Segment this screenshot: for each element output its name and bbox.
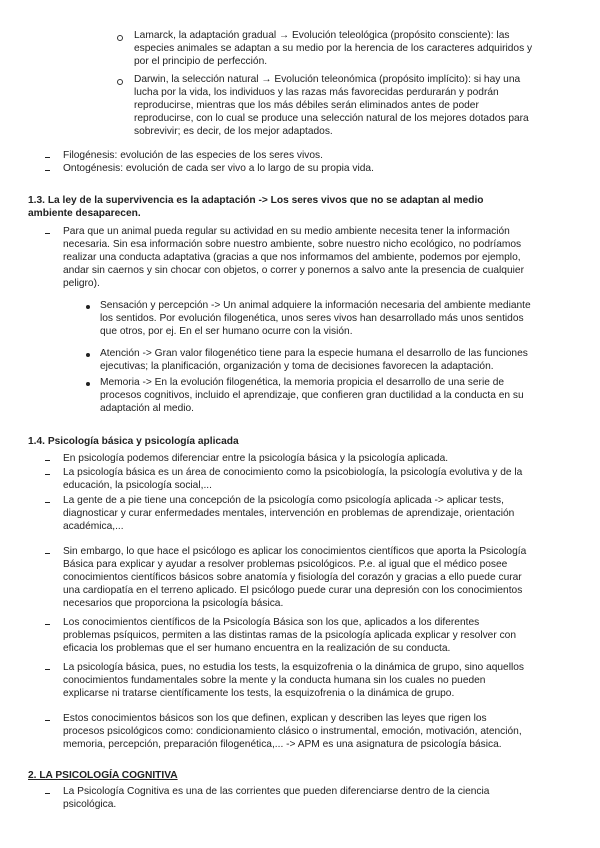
dot-bullet-icon <box>86 382 90 386</box>
dash-bullet-icon <box>45 233 50 234</box>
text-line: Ontogénesis: evolución de cada ser vivo a lo largo de su propia vida. <box>63 163 374 174</box>
text-line: reproducirse, mientras que los más débiles serán eliminados antes de poder <box>134 100 479 111</box>
dot-bullet-icon <box>86 305 90 309</box>
text-line: explicarse ni tratarse científicamente los tests, la esquizofrenia o la dinámica de grupo. <box>63 688 455 699</box>
text-line: procesos cognitivos, incluido el aprendizaje, que confieren gran ductilidad a la conducta en su <box>100 390 524 401</box>
text-line: reproducirse, con lo cual se produce una selección natural de los mejores dotados para <box>134 113 529 124</box>
text-line: andar sin caernos y sin chocar con objetos, o correr y ponernos a salvo ante la presencia de cualquier <box>63 265 524 276</box>
dash-bullet-icon <box>45 170 50 171</box>
text-line: los sentidos. Por evolución filogenética, unos seres vivos han desarrollado más unos sentidos <box>100 313 524 324</box>
text-line: sobrevivir; es decir, de los mejor adaptados. <box>134 126 333 137</box>
text-line: La psicología básica, pues, no estudia los tests, la esquizofrenia o la dinámica de grupo, sino aquellos <box>63 662 524 673</box>
dash-bullet-icon <box>45 474 50 475</box>
section-heading: 1.3. La ley de la supervivencia es la adaptación -> Los seres vivos que no se adaptan al medio <box>28 195 484 206</box>
dot-bullet-icon <box>86 353 90 357</box>
text-line: La psicología básica es un área de conocimiento como la psicobiología, la psicología evolutiva y de la <box>63 467 523 478</box>
text-line: adaptación al medio. <box>100 403 195 414</box>
section-heading: 2. LA PSICOLOGÍA COGNITIVA <box>28 770 178 781</box>
text-line: que otros, por ej. En el ser humano ocurre con la visión. <box>100 326 353 337</box>
text-line: educación, la psicología social,... <box>63 480 212 491</box>
text-line: psicológica. <box>63 799 117 810</box>
text-line: diagnosticar y curar enfermedades mentales, intervención en problemas de aprendizaje, orientación <box>63 508 515 519</box>
dash-bullet-icon <box>45 502 50 503</box>
text-line: realizar una conducta adaptativa (gracias a que nos informamos del ambiente, podemos por ejemplo, <box>63 252 521 263</box>
circle-bullet-icon <box>117 79 123 85</box>
text-line: Estos conocimientos básicos son los que definen, explican y describen las leyes que rigen los <box>63 713 487 724</box>
dash-bullet-icon <box>45 793 50 794</box>
text-line: Los conocimientos científicos de la Psicología Básica son los que, aplicados a los diferentes <box>63 617 480 628</box>
text-line: Sin embargo, lo que hace el psicólogo es aplicar los conocimientos científicos que aporta la Psicología <box>63 546 527 557</box>
text-line: Atención -> Gran valor filogenético tiene para la especie humana el desarrollo de las funciones <box>100 348 528 359</box>
text-line: una cardiopatía en el terreno aplicado. El psicólogo puede curar una depresión con los conocimientos <box>63 585 523 596</box>
text-line: peligro). <box>63 278 100 289</box>
text-line: La Psicología Cognitiva es una de las corrientes que pueden diferenciarse dentro de la ciencia <box>63 786 490 797</box>
text-line: académica,... <box>63 521 124 532</box>
dash-bullet-icon <box>45 720 50 721</box>
circle-bullet-icon <box>117 35 123 41</box>
text-line: problemas psíquicos, permiten a las distintas ramas de la psicología aplicada explicar y resolver con <box>63 630 517 641</box>
text-line: Memoria -> En la evolución filogenética, la memoria propicia el desarrollo de una serie de <box>100 377 505 388</box>
text-line: eficacia los problemas que el ser humano encuentra en la realización de su conducta. <box>63 643 451 654</box>
dash-bullet-icon <box>45 460 50 461</box>
text-line: En psicología podemos diferenciar entre la psicología básica y la psicología aplicada. <box>63 453 449 464</box>
text-line: Filogénesis: evolución de las especies de los seres vivos. <box>63 150 323 161</box>
section-heading: ambiente desaparecen. <box>28 208 141 219</box>
text-line: ejecutivas; la planificación, organización y toma de decisiones favorecen la adaptación. <box>100 361 494 372</box>
dash-bullet-icon <box>45 669 50 670</box>
text-line: necesarios que proporciona la psicología básica. <box>63 598 284 609</box>
section-heading: 1.4. Psicología básica y psicología aplicada <box>28 436 239 447</box>
text-line: por el principio de perfección. <box>134 56 268 67</box>
text-line: Lamarck, la adaptación gradual → Evolución teleológica (propósito consciente): las <box>134 30 510 41</box>
text-line: Darwin, la selección natural → Evolución teleonómica (propósito implícito): si hay una <box>134 74 521 85</box>
text-line: conocimientos científicos básicos sobre anatomía y fisiología del corazón y gracias a ello puede curar <box>63 572 522 583</box>
text-line: lucha por la vida, los individuos y las razas más favorecidas perdurarán y podrán <box>134 87 499 98</box>
text-line: Sensación y percepción -> Un animal adquiere la información necesaria del ambiente mediante <box>100 300 531 311</box>
text-line: conocimientos fundamentales sobre la mente y la conducta humana sin los cuales no pueden <box>63 675 486 686</box>
dash-bullet-icon <box>45 157 50 158</box>
dash-bullet-icon <box>45 624 50 625</box>
dash-bullet-icon <box>45 553 50 554</box>
text-line: memoria, percepción, preparación filogenética,... -> APM es una asignatura de psicología básica. <box>63 739 502 750</box>
text-line: especies animales se adaptan a su medio por la herencia de los caracteres adquiridos y <box>134 43 533 54</box>
text-line: Para que un animal pueda regular su actividad en su medio ambiente necesita tener la información <box>63 226 510 237</box>
text-line: La gente de a pie tiene una concepción de la psicología como psicología aplicada -> aplicar tests, <box>63 495 504 506</box>
text-line: Básica para explicar y ayudar a resolver problemas psicológicos. P.e. al igual que el médico posee <box>63 559 508 570</box>
text-line: procesos psicológicos como: condicionamiento clásico o instrumental, emoción, motivación, atención, <box>63 726 522 737</box>
text-line: necesaria. Sin esa información sobre nuestro ambiente, sobre nuestro nicho ecológico, no podríamos <box>63 239 522 250</box>
